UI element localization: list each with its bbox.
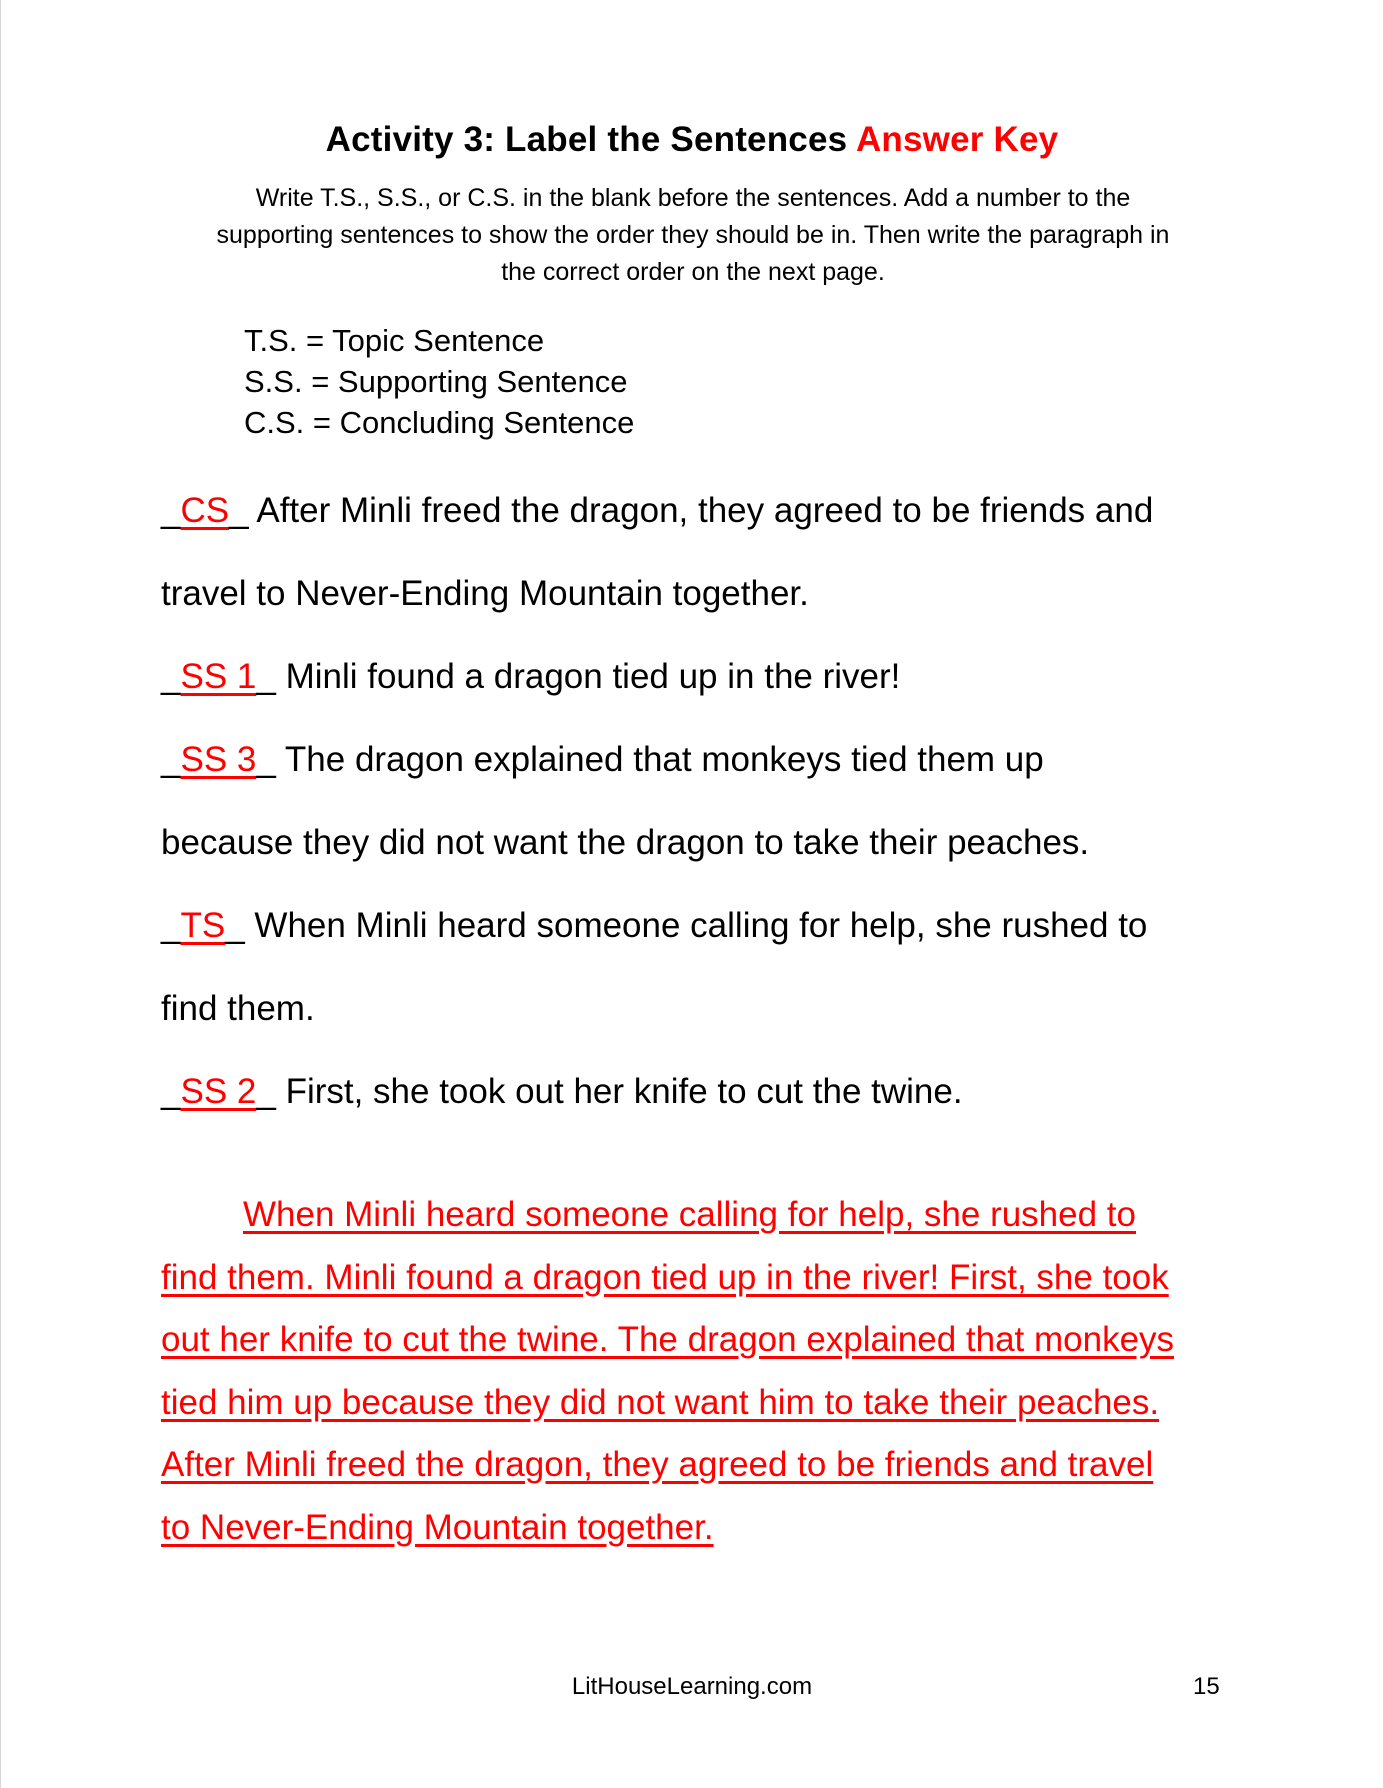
paragraph-line: out her knife to cut the twine. The dragon explained that monkeys bbox=[161, 1320, 1175, 1359]
instructions-line: the correct order on the next page. bbox=[501, 258, 885, 286]
paragraph-line: tied him up because they did not want him to take their peaches. bbox=[161, 1382, 1160, 1422]
paragraph-line: find them. Minli found a dragon tied up in the river! First, she took bbox=[161, 1257, 1169, 1297]
sentence-text: Minli found a dragon tied up in the river! bbox=[285, 657, 901, 696]
sentence-text: First, she took out her knife to cut the twine. bbox=[285, 1072, 963, 1111]
answer-label: SS 2 bbox=[180, 1072, 257, 1111]
answer-paragraph bbox=[161, 1184, 1241, 1559]
sentence-item bbox=[161, 635, 1241, 718]
sentence-text: After Minli freed the dragon, they agreed to be friends and bbox=[256, 491, 1154, 530]
sentence-line: _SS 2_ First, she took out her knife to cut the twine. bbox=[161, 1072, 963, 1111]
title-main: Activity 3: Label the Sentences bbox=[325, 120, 848, 159]
page-number: 15 bbox=[1193, 1673, 1220, 1700]
paragraph-line: to Never-Ending Mountain together. bbox=[161, 1507, 714, 1547]
paragraph-line: After Minli freed the dragon, they agreed to be friends and travel bbox=[161, 1445, 1154, 1484]
sentence-item bbox=[161, 469, 1241, 635]
sentence-item bbox=[161, 1050, 1241, 1133]
sentence-line: _SS 1_ Minli found a dragon tied up in the river! bbox=[161, 657, 901, 696]
answer-label: CS bbox=[180, 491, 230, 530]
legend-supporting-sentence: S.S. = Supporting Sentence bbox=[244, 364, 628, 399]
legend-topic-sentence: T.S. = Topic Sentence bbox=[244, 323, 545, 358]
sentence-continuation: because they did not want the dragon to take their peaches. bbox=[161, 823, 1090, 862]
sentence-item bbox=[161, 884, 1241, 1050]
answer-label: TS bbox=[180, 906, 226, 945]
sentence-continuation: travel to Never-Ending Mountain together. bbox=[161, 574, 809, 613]
sentence-text: The dragon explained that monkeys tied them up bbox=[284, 740, 1044, 779]
answer-label: SS 3 bbox=[180, 740, 257, 779]
instructions-line: Write T.S., S.S., or C.S. in the blank before the sentences. Add a number to the bbox=[255, 184, 1131, 212]
sentence-line: _TS_ When Minli heard someone calling for help, she rushed to bbox=[161, 906, 1148, 945]
title-answer-key: Answer Key bbox=[855, 120, 1059, 159]
sentence-item bbox=[161, 718, 1241, 884]
paragraph-line: When Minli heard someone calling for help, she rushed to bbox=[243, 1195, 1136, 1234]
sentence-line: _CS_ After Minli freed the dragon, they agreed to be friends and bbox=[161, 491, 1154, 530]
footer-website: LitHouseLearning.com bbox=[571, 1673, 813, 1700]
instructions bbox=[161, 180, 1225, 291]
answer-label: SS 1 bbox=[180, 657, 257, 696]
abbreviation-legend bbox=[244, 320, 634, 443]
legend-concluding-sentence: C.S. = Concluding Sentence bbox=[244, 405, 635, 440]
sentence-continuation: find them. bbox=[161, 989, 315, 1028]
sentence-line: _SS 3_ The dragon explained that monkeys tied them up bbox=[161, 740, 1044, 779]
page-title bbox=[1, 120, 1383, 160]
sentence-text: When Minli heard someone calling for help, she rushed to bbox=[254, 906, 1148, 945]
instructions-line: supporting sentences to show the order they should be in. Then write the paragraph in bbox=[216, 221, 1170, 249]
